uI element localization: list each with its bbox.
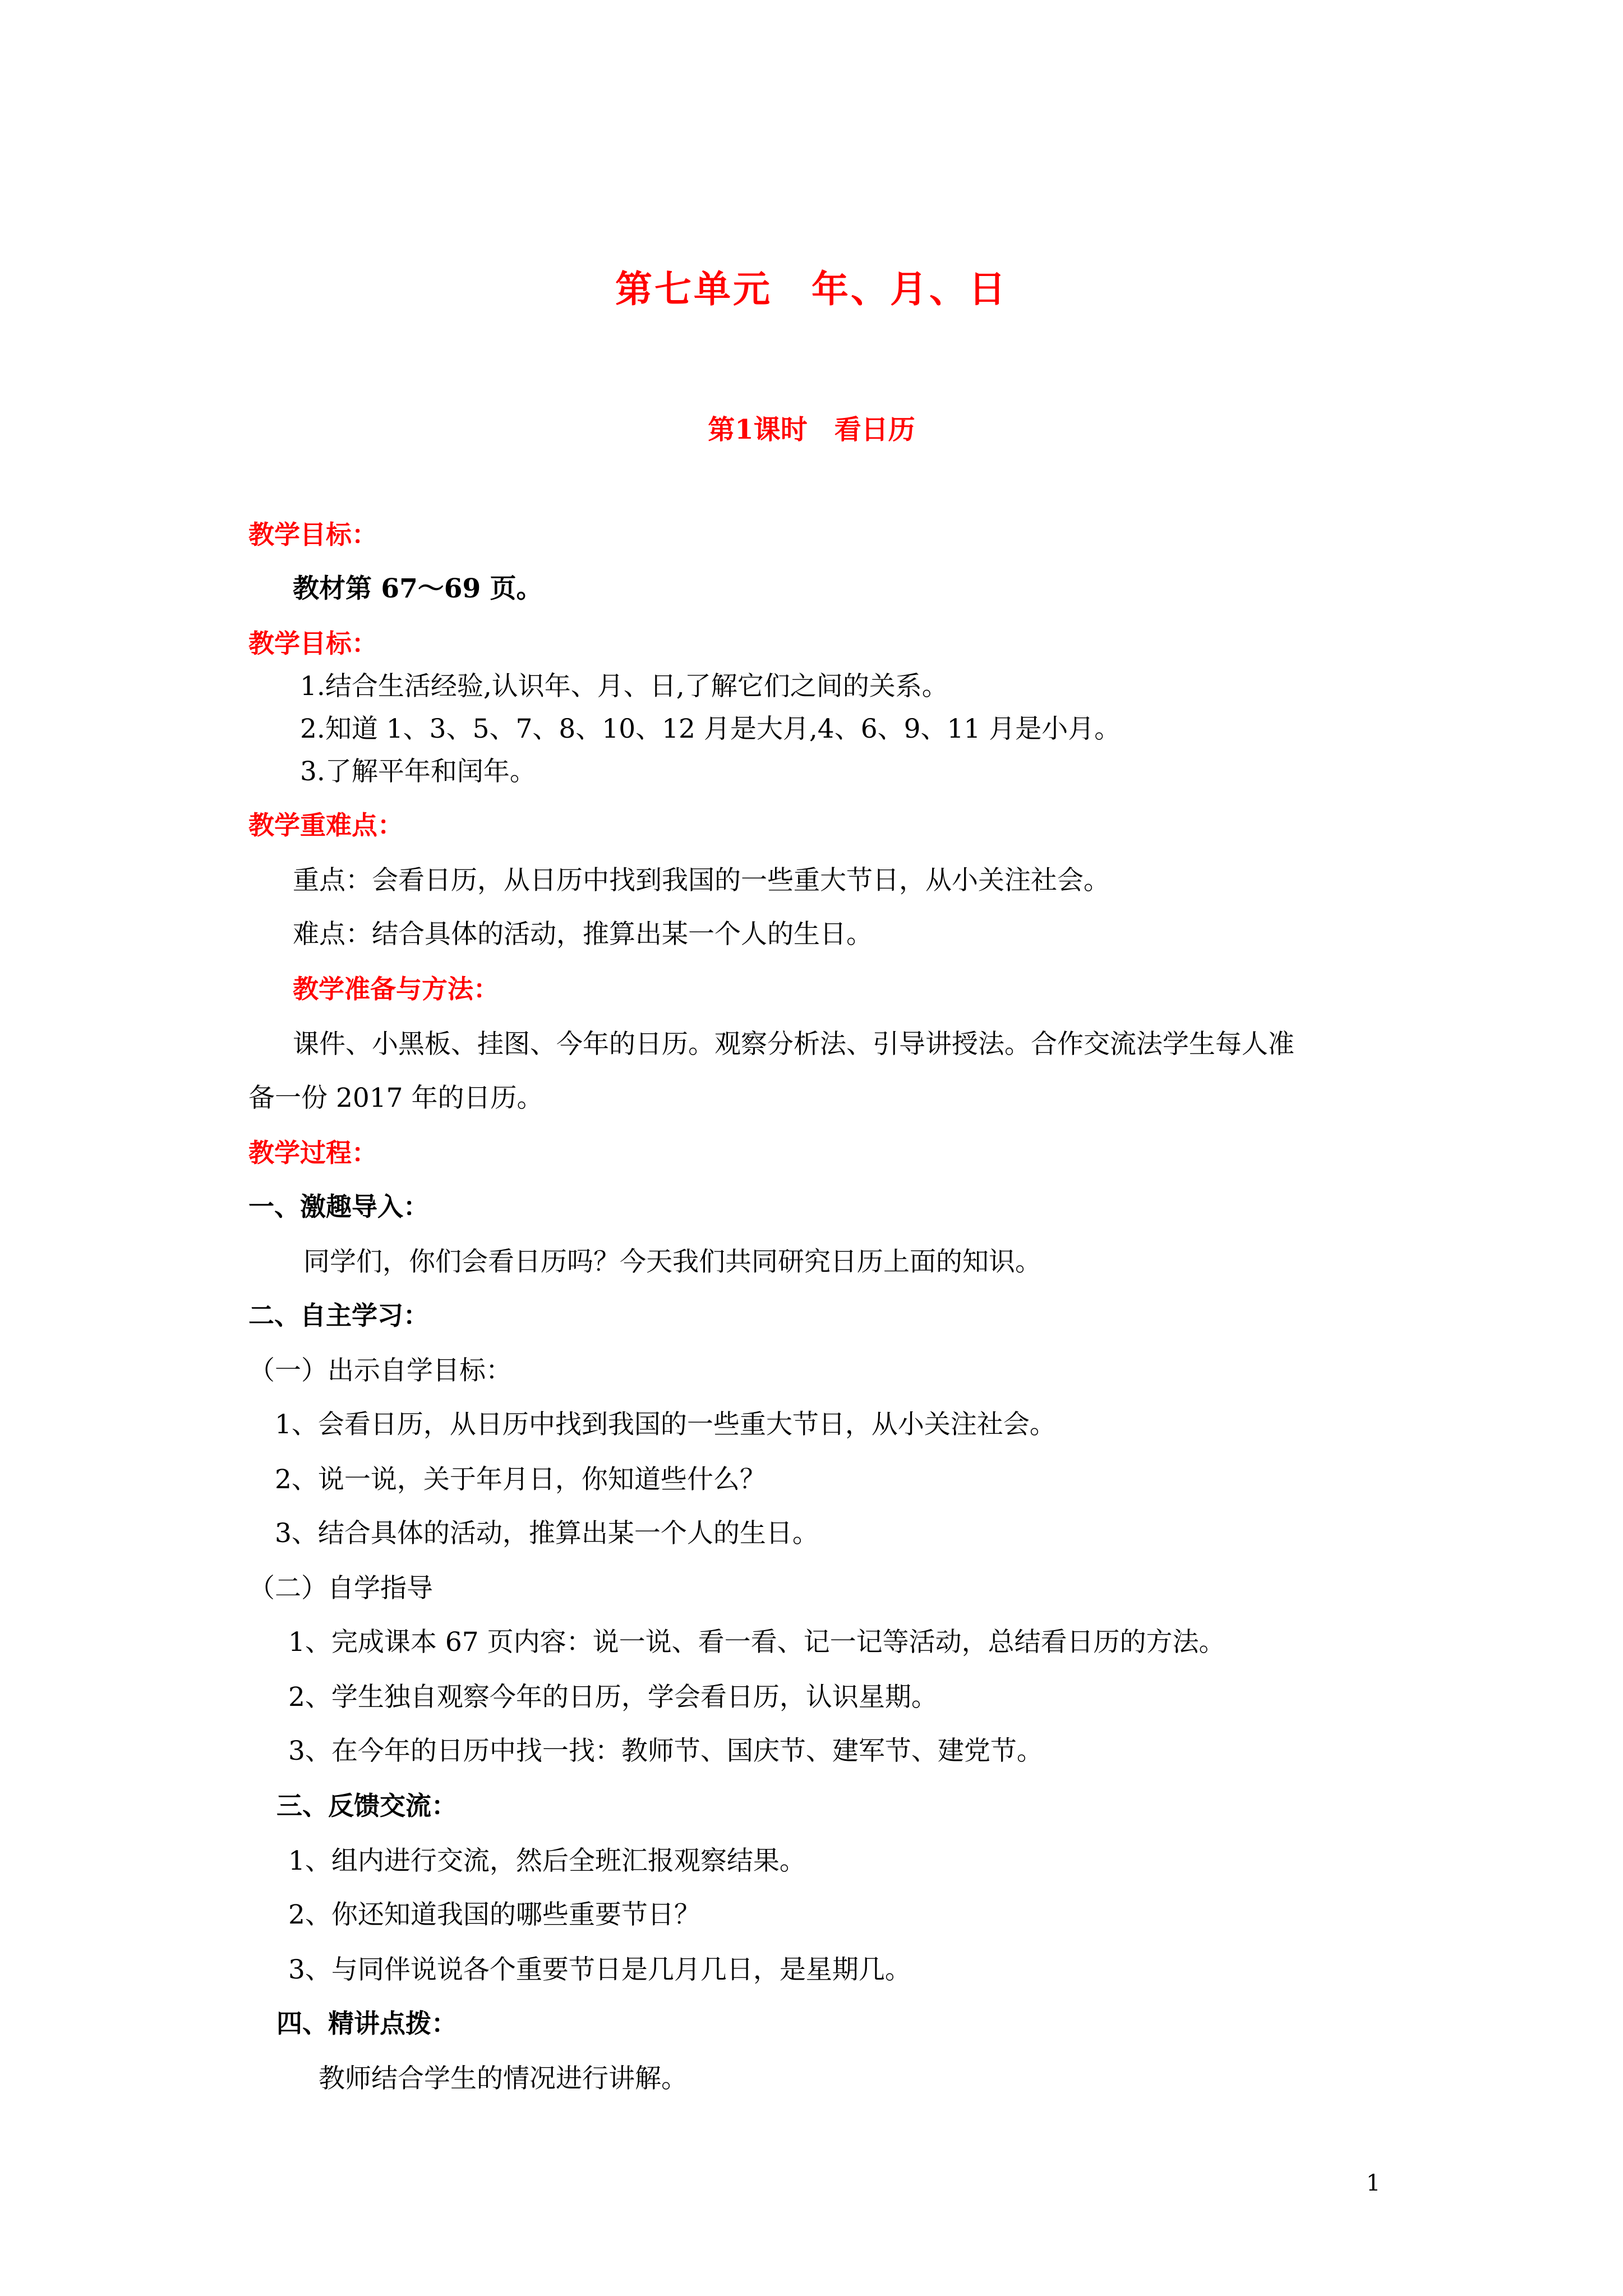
preparation-text-cont: 备一份 2017 年的日历。 [248,1083,543,1114]
guidance-item: 1、完成课本 67 页内容：说一说、看一看、记一记等活动，总结看日历的方法。 [288,1627,1225,1658]
section-heading-objectives: 教学目标： [248,519,377,550]
feedback-item: 2、你还知道我国的哪些重要节日？ [288,1899,700,1930]
textbook-pages: 教材第 67～69 页。 [293,573,543,604]
feedback-item: 1、组内进行交流，然后全班汇报观察结果。 [288,1846,806,1876]
feedback-item: 3、与同伴说说各个重要节日是几月几日，是星期几。 [288,1954,911,1985]
page-number: 1 [1366,2170,1381,2196]
objective-item: 1.结合生活经验,认识年、月、日,了解它们之间的关系。 [300,671,948,702]
preparation-text: 课件、小黑板、挂图、今年的日历。观察分析法、引导讲授法。合作交流法学生每人准 [293,1029,1294,1060]
part-heading-introduction: 一、激趣导入： [248,1191,429,1222]
part-heading-self-study: 二、自主学习： [248,1300,429,1331]
sub-heading-goals: （一）出示自学目标： [248,1355,512,1386]
objective-item: 2.知道 1、3、5、7、8、10、12 月是大月,4、6、9、11 月是小月。 [300,714,1121,744]
section-heading-objectives-2: 教学目标： [248,628,377,659]
section-heading-process: 教学过程： [248,1138,377,1168]
introduction-text: 同学们，你们会看日历吗？今天我们共同研究日历上面的知识。 [303,1246,1041,1277]
goal-item: 2、说一说，关于年月日，你知道些什么？ [275,1464,766,1495]
lesson-subtitle: 第1课时 看日历 [708,414,915,445]
guidance-item: 2、学生独自观察今年的日历，学会看日历，认识星期。 [288,1682,938,1713]
part-heading-feedback: 三、反馈交流： [276,1791,457,1821]
explanation-text: 教师结合学生的情况进行讲解。 [319,2063,688,2094]
difficult-point: 难点：结合具体的活动，推算出某一个人的生日。 [293,919,873,950]
part-heading-explanation: 四、精讲点拨： [276,2008,457,2039]
objective-item: 3.了解平年和闰年。 [300,756,536,787]
goal-item: 3、结合具体的活动，推算出某一个人的生日。 [275,1518,819,1549]
unit-title: 第七单元 年、月、日 [615,267,1008,311]
guidance-item: 3、在今年的日历中找一找：教师节、国庆节、建军节、建党节。 [288,1736,1043,1766]
section-heading-preparation: 教学准备与方法： [293,974,499,1004]
sub-heading-guidance: （二）自学指导 [248,1573,433,1604]
section-heading-key-difficult: 教学重难点： [248,810,403,840]
key-point: 重点：会看日历，从日历中找到我国的一些重大节日，从小关注社会。 [293,865,1110,896]
goal-item: 1、会看日历，从日历中找到我国的一些重大节日，从小关注社会。 [275,1409,1056,1440]
